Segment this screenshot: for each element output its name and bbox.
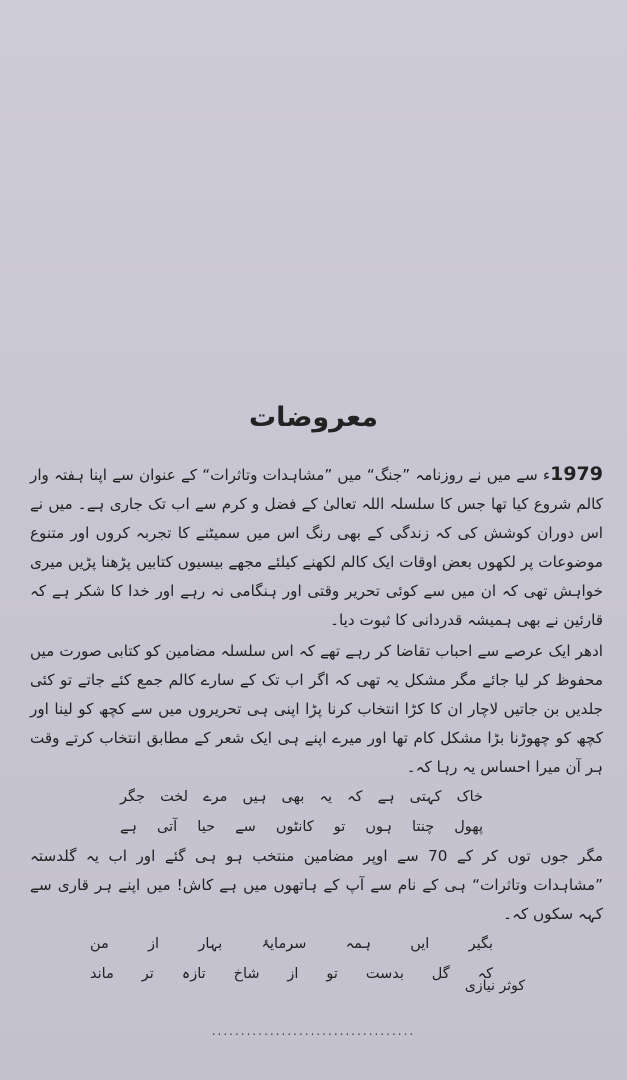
paragraph-1-text: ء سے میں نے روزنامہ ”جنگ“ میں ”مشاہدات وتاثرات“ کے عنوان سے اپنا ہفتہ وار کالم شروع کیا تھا جس کا سلسلہ اللہ تعالیٰ کے فضل و کرم سے اب تک جاری ہے۔ میں نے اس دوران کوشش کی کہ زندگی کے بھی رنگ اس میں سمیٹنے کا تجربہ کروں اور متنوع موضوعات پر لکھوں بعض اوقات ایک کالم لکھنے کیلئے مجھے بیسیوں کتابیں پڑھنا پڑیں میری خواہش تھی کہ ان میں سے کوئی تحریر وقتی اور ہنگامی نہ رہے اور خدا کا شکر ہے کہ قارئین نے بھی ہمیشہ قدردانی کا ثبوت دیا۔ bbox=[30, 466, 603, 629]
persian-verse-line-1: بگیر ایں ہمہ سرمایۂ بہار از من bbox=[90, 936, 493, 952]
paragraph-3: مگر جوں توں کر کے 70 سے اوپر مضامین منتخب ہو ہی گئے اور اب یہ گلدستہ ”مشاہدات وتاثرات“ ہی کے نام سے آپ کے ہاتھوں میں ہے کاش! میں اپنے ہر قاری سے کہہ سکوں کہ۔ bbox=[30, 847, 603, 923]
page-title: معروضات bbox=[249, 402, 378, 433]
verse-line-2: پھول چنتا ہوں تو کانٹوں سے حیا آتی ہے bbox=[120, 819, 483, 835]
verse-line-1: خاک کہتی ہے کہ یہ بھی ہیں مرے لخت جگر bbox=[120, 789, 483, 805]
year-number: 1979 bbox=[550, 463, 603, 485]
author-signature: کوثر نیازی bbox=[464, 978, 525, 994]
persian-verse-line-2: کہ گل بدست تو از شاخ تازہ تر ماند bbox=[90, 966, 493, 982]
paragraph-1 bbox=[30, 460, 603, 635]
dotted-divider: ................................... bbox=[211, 1024, 416, 1038]
paragraph-2: ادھر ایک عرصے سے احباب تقاضا کر رہے تھے کہ اس سلسلہ مضامین کو کتابی صورت میں محفوظ کر لیا جائے مگر مشکل یہ تھی کہ اگر اب تک کے سارے کالم جمع کئے جاتے تو کئی جلدیں بن جاتیں لاچار ان کا کڑا انتخاب کرنا پڑا اپنی ہی تحریروں میں سے کچھ کو لینا اور کچھ کو چھوڑنا بڑا مشکل کام تھا اور میرے اپنے ہی ایک شعر کے مطابق انتخاب کرتے وقت ہر آن میرا احساس یہ رہا کہ۔ bbox=[30, 642, 603, 776]
preface-body bbox=[30, 460, 603, 989]
